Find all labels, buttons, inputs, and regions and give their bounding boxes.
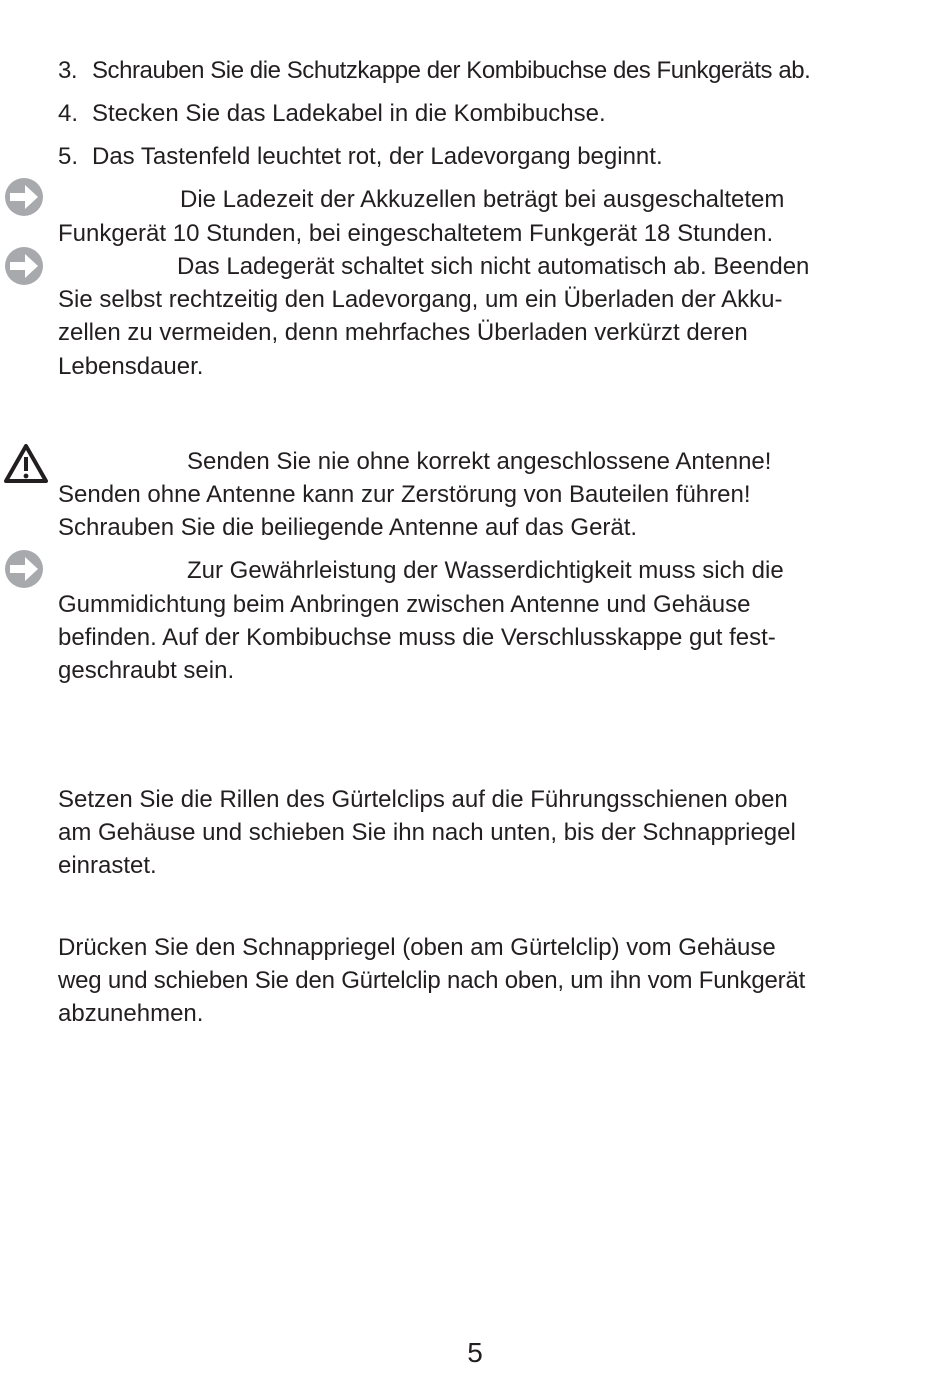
step-number: 3. xyxy=(58,57,78,84)
note1-line2: Funkgerät 10 Stunden, bei eingeschaltetem Funkgerät 18 Stunden. xyxy=(58,220,774,247)
step-5 xyxy=(58,145,663,169)
para2-line2: weg und schieben Sie den Gürtelclip nach oben, um ihn vom Funkgerät xyxy=(58,967,806,994)
note2-line4: Lebensdauer. xyxy=(58,353,204,380)
note2-line3: zellen zu vermeiden, denn mehrfaches Überladen verkürzt deren xyxy=(58,319,748,346)
note1-line1: Die Ladezeit der Akkuzellen beträgt bei ausgeschaltetem xyxy=(180,186,785,213)
warning-line2: Senden ohne Antenne kann zur Zerstörung von Bauteilen führen! xyxy=(58,481,751,508)
step-number: 4. xyxy=(58,100,79,127)
page-number: 5 xyxy=(467,1337,483,1368)
note3-line1: Zur Gewährleistung der Wasserdichtigkeit muss sich die xyxy=(187,557,784,584)
warning-line1: Senden Sie nie ohne korrekt angeschlossene Antenne! xyxy=(187,448,772,475)
note2-line2: Sie selbst rechtzeitig den Ladevorgang, um ein Überladen der Akku- xyxy=(58,286,783,313)
para1-line3: einrastet. xyxy=(58,852,157,879)
para1-line1: Setzen Sie die Rillen des Gürtelclips auf die Führungsschienen oben xyxy=(58,786,788,813)
step-text: Schrauben Sie die Schutzkappe der Kombibuchse des Funkgeräts ab. xyxy=(92,57,811,84)
warning-line3: Schrauben Sie die beiliegende Antenne auf das Gerät. xyxy=(58,514,638,541)
step-4 xyxy=(58,102,606,126)
note3-line4: geschraubt sein. xyxy=(58,657,235,684)
arrow-right-circle-icon xyxy=(2,548,48,590)
arrow-right-circle-icon xyxy=(2,176,48,218)
warning-triangle-icon xyxy=(2,442,50,486)
note2-line1: Das Ladegerät schaltet sich nicht automatisch ab. Beenden xyxy=(177,253,810,280)
step-text: Das Tastenfeld leuchtet rot, der Ladevorgang beginnt. xyxy=(92,143,663,170)
step-number: 5. xyxy=(58,143,79,170)
note3-line2: Gummidichtung beim Anbringen zwischen Antenne und Gehäuse xyxy=(58,591,751,618)
note3-line3: befinden. Auf der Kombibuchse muss die Verschlusskappe gut fest- xyxy=(58,624,776,651)
step-text: Stecken Sie das Ladekabel in die Kombibuchse. xyxy=(92,100,606,127)
arrow-right-circle-icon xyxy=(2,245,48,287)
para2-line3: abzunehmen. xyxy=(58,1000,204,1027)
step-3 xyxy=(58,59,810,83)
para2-line1: Drücken Sie den Schnappriegel (oben am Gürtelclip) vom Gehäuse xyxy=(58,934,776,961)
para1-line2: am Gehäuse und schieben Sie ihn nach unten, bis der Schnappriegel xyxy=(58,819,796,846)
